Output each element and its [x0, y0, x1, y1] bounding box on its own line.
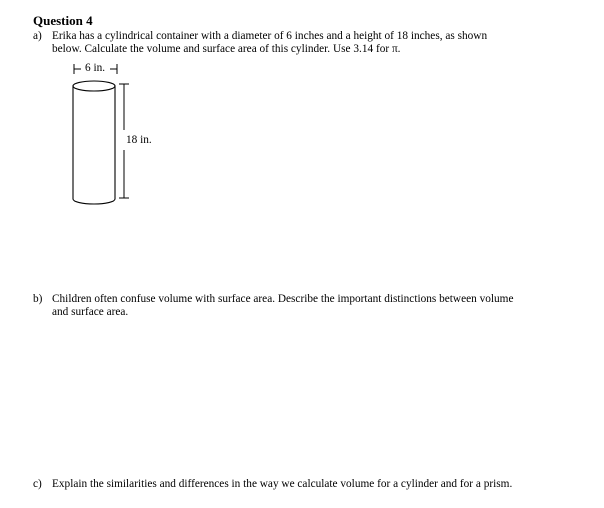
part-b-line-2: and surface area.	[52, 306, 129, 318]
part-b-text	[52, 293, 572, 319]
part-a-line-1: Erika has a cylindrical container with a diameter of 6 inches and a height of 18 inches, as shown	[52, 30, 488, 42]
part-b-line-1: Children often confuse volume with surface area. Describe the important distinctions between volume	[52, 293, 514, 305]
part-a-label: a)	[33, 30, 42, 42]
part-b-label: b)	[33, 293, 43, 305]
height-label: 18 in.	[126, 134, 152, 146]
part-a-line-2: below. Calculate the volume and surface area of this cylinder. Use 3.14 for π.	[52, 43, 401, 55]
part-c-label: c)	[33, 478, 42, 490]
cylinder-shape	[73, 81, 115, 204]
question-title: Question 4	[33, 13, 93, 28]
diameter-label: 6 in.	[85, 62, 106, 74]
part-c-line-1: Explain the similarities and differences in the way we calculate volume for a cylinder and for a prism.	[52, 478, 513, 490]
part-c-text	[52, 478, 572, 491]
